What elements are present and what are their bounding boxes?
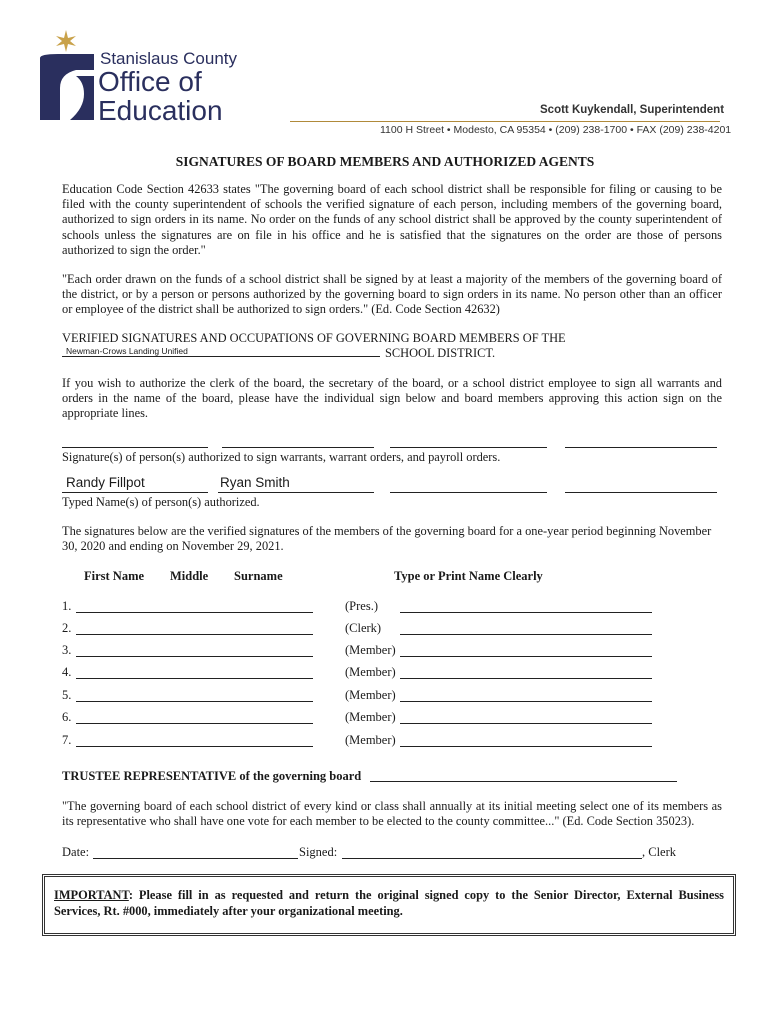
column-type-print: Type or Print Name Clearly <box>394 569 543 583</box>
logo-mark-icon <box>36 28 96 124</box>
district-name-line <box>62 356 380 357</box>
date-line[interactable] <box>93 858 298 859</box>
header-address: 1100 H Street • Modesto, CA 95354 • (209) 238-1700 • FAX (209) 238-4201 <box>380 124 732 136</box>
district-name-field[interactable]: Newman-Crows Landing Unified <box>66 346 188 356</box>
superintendent-name: Scott Kuykendall, Superintendent <box>540 104 725 116</box>
signature-line-4[interactable] <box>565 447 717 448</box>
row-role: (Member) <box>345 710 396 724</box>
signature-line-1[interactable] <box>62 447 208 448</box>
typed-name-1[interactable]: Randy Fillpot <box>66 475 145 490</box>
logo <box>36 28 96 124</box>
row-print-line[interactable] <box>400 634 652 635</box>
row-name-line[interactable] <box>76 634 313 635</box>
row-print-line[interactable] <box>400 678 652 679</box>
row-name-line[interactable] <box>76 746 313 747</box>
signed-line[interactable] <box>342 858 642 859</box>
row-name-line[interactable] <box>76 678 313 679</box>
row-role: (Member) <box>345 688 396 702</box>
important-notice-text <box>54 887 724 919</box>
typed-name-line-4[interactable] <box>565 492 717 493</box>
typed-names-caption: Typed Name(s) of person(s) authorized. <box>62 495 260 509</box>
row-name-line[interactable] <box>76 723 313 724</box>
clerk-label: , Clerk <box>642 845 677 859</box>
row-number: 3. <box>62 643 72 657</box>
trustee-label: TRUSTEE REPRESENTATIVE of the governing board <box>62 769 362 783</box>
header-divider <box>290 121 720 122</box>
column-first-name: First Name <box>84 569 145 583</box>
column-middle: Middle <box>170 569 209 583</box>
typed-name-line-3[interactable] <box>390 492 547 493</box>
row-name-line[interactable] <box>76 612 313 613</box>
org-name-line3: Education <box>98 95 223 126</box>
row-name-line[interactable] <box>76 701 313 702</box>
important-notice-box <box>42 874 736 936</box>
row-print-line[interactable] <box>400 723 652 724</box>
org-name-line2: Office of <box>98 66 202 97</box>
intro-paragraph-2: "Each order drawn on the funds of a school district shall be signed by at least a majority of the members of the governing board of the district, or by a person or persons authorized by the governing board to sign orders in its name. No person other than an officer or employee of the district shall be authorized to sign orders." (Ed. Code Section 42632) <box>62 272 722 317</box>
signed-label: Signed: <box>299 845 338 859</box>
trustee-line[interactable] <box>370 781 677 782</box>
page-title: SIGNATURES OF BOARD MEMBERS AND AUTHORIZED AGENTS <box>175 154 595 169</box>
row-name-line[interactable] <box>76 656 313 657</box>
signatures-caption: Signature(s) of person(s) authorized to sign warrants, warrant orders, and payroll orders. <box>62 450 501 464</box>
date-label: Date: <box>62 845 90 859</box>
important-label: IMPORTANT <box>54 888 129 902</box>
row-role: (Pres.) <box>345 599 378 613</box>
column-surname: Surname <box>234 569 283 583</box>
row-number: 2. <box>62 621 72 635</box>
row-print-line[interactable] <box>400 746 652 747</box>
row-number: 4. <box>62 665 72 679</box>
row-role: (Clerk) <box>345 621 382 635</box>
row-print-line[interactable] <box>400 612 652 613</box>
verified-period-paragraph: The signatures below are the verified signatures of the members of the governing board for a one-year period beginning November 30, 2020 and ending on November 29, 2021. <box>62 524 712 554</box>
school-district-label: SCHOOL DISTRICT. <box>385 346 496 360</box>
row-print-line[interactable] <box>400 701 652 702</box>
row-role: (Member) <box>345 733 396 747</box>
row-number: 7. <box>62 733 72 747</box>
row-number: 1. <box>62 599 72 613</box>
typed-name-line-2 <box>218 492 374 493</box>
typed-name-line-1 <box>62 492 208 493</box>
row-print-line[interactable] <box>400 656 652 657</box>
org-name-line1: Stanislaus County <box>100 49 238 68</box>
row-number: 5. <box>62 688 72 702</box>
important-text: : Please fill in as requested and return the original signed copy to the Senior Director, External Business Services, Rt. #000, immediately after your organizational meeting. <box>54 888 724 918</box>
row-number: 6. <box>62 710 72 724</box>
intro-paragraph-1: Education Code Section 42633 states "The governing board of each school district shall be responsible for filing or causing to be filed with the county superintendent of schools the verified signature of each person, including members of the governing board, authorized to sign orders in its name. No order on the funds of any school district shall be approved by the county superintendent of schools unless the signatures are on file in his office and he is satisfied that the signatures on the order are those of persons authorized to sign the order." <box>62 182 722 257</box>
row-role: (Member) <box>345 665 396 679</box>
signature-line-2[interactable] <box>222 447 374 448</box>
row-role: (Member) <box>345 643 396 657</box>
trustee-paragraph: "The governing board of each school district of every kind or class shall annually at its initial meeting select one of its members as its representative who shall have one vote for each member to be elected to the county committee..." (Ed. Code Section 35023). <box>62 799 722 829</box>
signature-line-3[interactable] <box>390 447 547 448</box>
authorize-paragraph: If you wish to authorize the clerk of the board, the secretary of the board, or a school district employee to sign all warrants and orders in the name of the board, please have the individual sign below and board members approving this action sign on the appropriate lines. <box>62 376 722 421</box>
typed-name-2[interactable]: Ryan Smith <box>220 475 290 490</box>
verified-heading: VERIFIED SIGNATURES AND OCCUPATIONS OF GOVERNING BOARD MEMBERS OF THE <box>62 331 566 345</box>
